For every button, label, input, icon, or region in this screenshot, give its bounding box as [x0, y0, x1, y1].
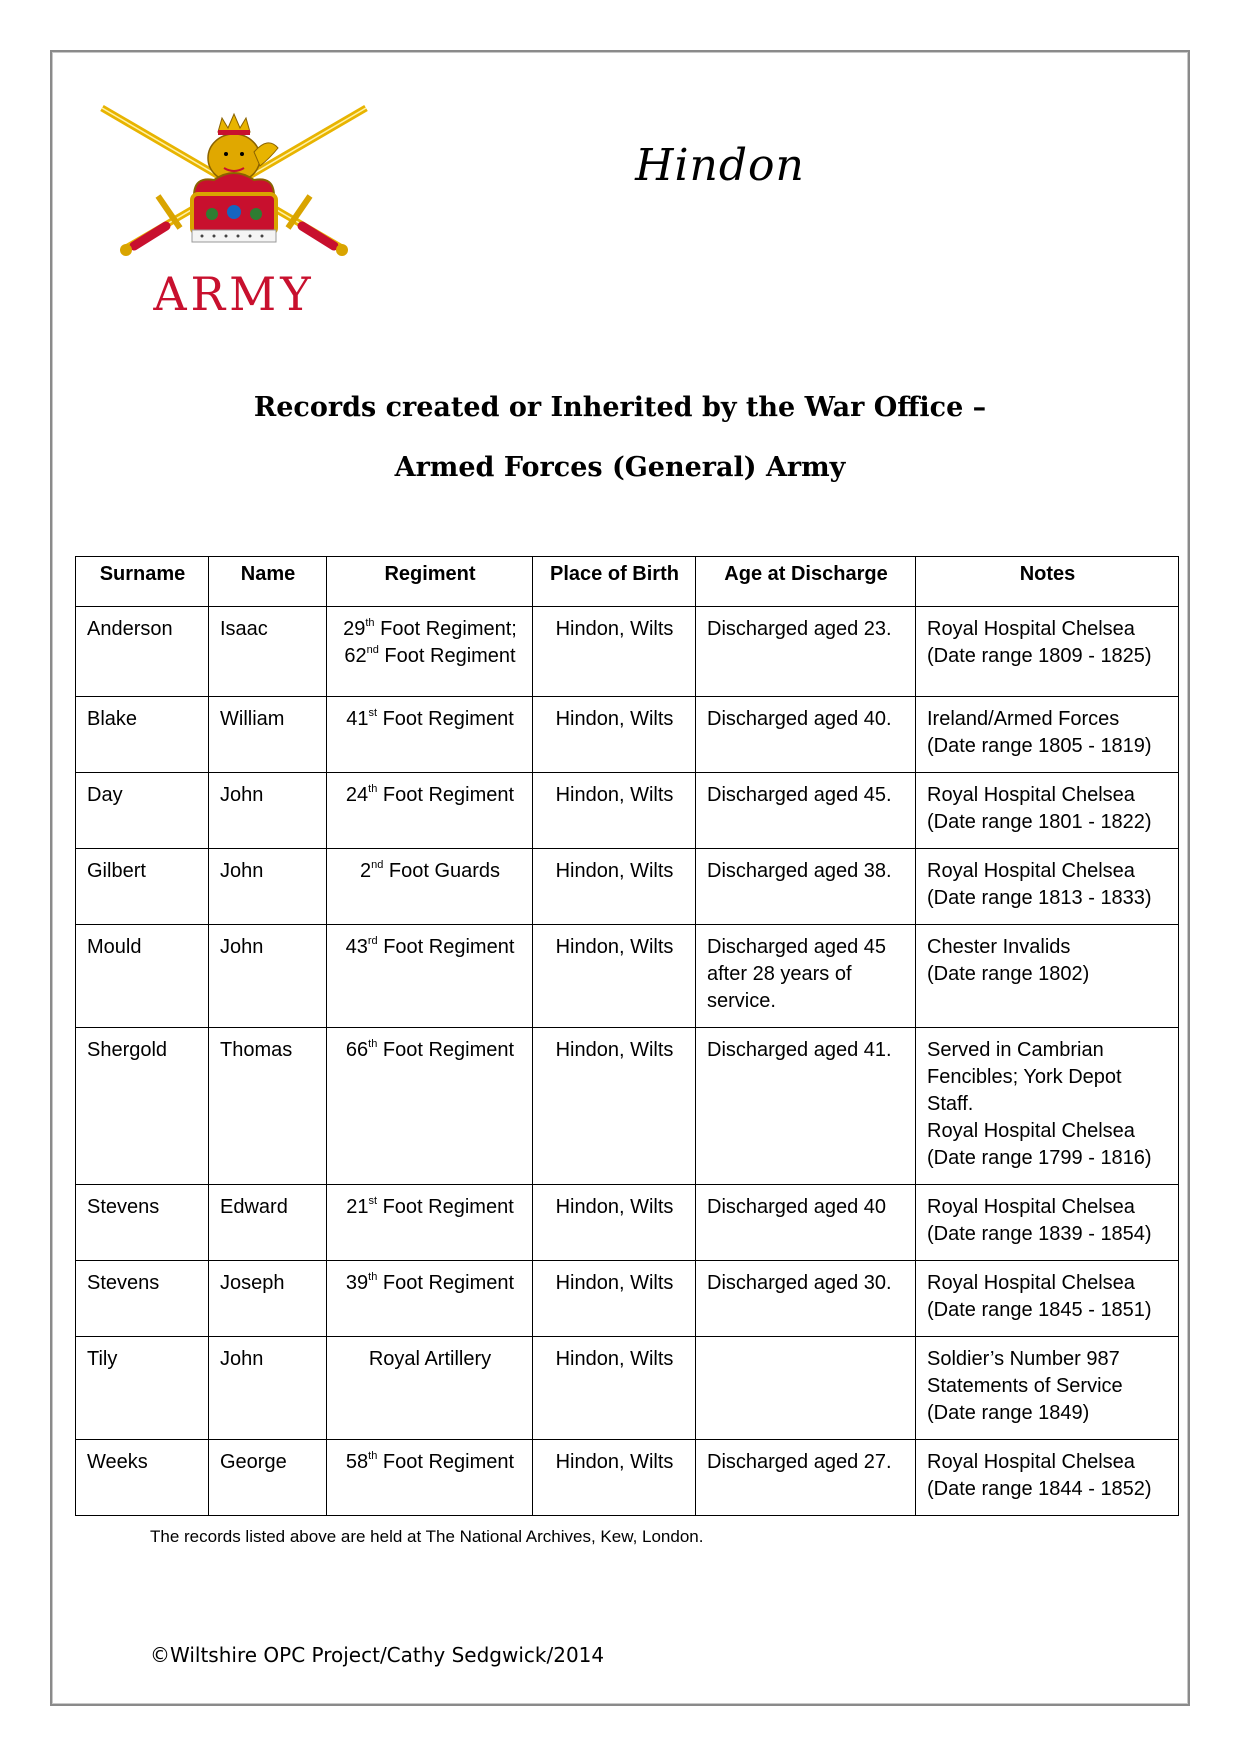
name-cell: [209, 1028, 327, 1185]
place-of-birth-cell: [533, 773, 696, 849]
column-header-name: Name: [209, 557, 327, 607]
regiment-sup: st: [368, 1195, 378, 1208]
regiment-rest: Foot Regiment: [377, 1039, 515, 1061]
surname-text: Anderson: [87, 618, 173, 640]
regiment-cell: [327, 849, 533, 925]
notes-line: Royal Hospital Chelsea: [927, 1272, 1135, 1294]
column-header-regiment: Regiment: [327, 557, 533, 607]
age-at-discharge-cell: [696, 607, 916, 697]
table-row: [76, 925, 1179, 1028]
army-logo: [92, 100, 376, 345]
place-of-birth-cell: [533, 697, 696, 773]
records-table: [75, 556, 1179, 1516]
regiment-line: [338, 643, 522, 670]
notes-line: Royal Hospital Chelsea: [927, 784, 1135, 806]
army-logo-text: ARMY: [153, 267, 315, 321]
age-at-discharge-cell: [696, 1028, 916, 1185]
regiment-line: [338, 782, 522, 809]
age-line: Discharged aged 30.: [707, 1272, 892, 1294]
regiment-num: 66: [345, 1039, 369, 1061]
table-row: [76, 1028, 1179, 1185]
surname-text: Day: [87, 784, 123, 806]
column-header-age-at-discharge: Age at Discharge: [696, 557, 916, 607]
surname-cell: [76, 1185, 209, 1261]
place-of-birth-text: Hindon, Wilts: [555, 936, 674, 958]
notes-line: (Date range 1799 - 1816): [927, 1147, 1152, 1169]
notes-line: Staff.: [927, 1093, 974, 1115]
place-of-birth-text: Hindon, Wilts: [555, 618, 674, 640]
age-at-discharge-cell: [696, 1185, 916, 1261]
table-row: [76, 1185, 1179, 1261]
name-cell: [209, 1185, 327, 1261]
regiment-num: 39: [345, 1272, 369, 1294]
surname-cell: [76, 1337, 209, 1440]
name-cell: [209, 697, 327, 773]
place-of-birth-cell: [533, 1261, 696, 1337]
notes-line: Royal Hospital Chelsea: [927, 860, 1135, 882]
regiment-sup: nd: [366, 644, 379, 657]
surname-cell: [76, 925, 209, 1028]
name-cell: [209, 1337, 327, 1440]
surname-text: Blake: [87, 708, 138, 730]
heading-line-2: Armed Forces (General) Army: [394, 452, 846, 483]
name-text: Edward: [220, 1196, 288, 1218]
regiment-cell: [327, 1337, 533, 1440]
notes-cell: [916, 607, 1179, 697]
age-line: Discharged aged 23.: [707, 618, 892, 640]
name-text: John: [220, 860, 264, 882]
table-row: [76, 1261, 1179, 1337]
regiment-cell: [327, 1028, 533, 1185]
regiment-line: [338, 1270, 522, 1297]
table-row: [76, 773, 1179, 849]
army-crest-icon: [92, 100, 376, 345]
notes-line: Royal Hospital Chelsea: [927, 1196, 1135, 1218]
notes-cell: [916, 1337, 1179, 1440]
copyright-notice: ©Wiltshire OPC Project/Cathy Sedgwick/2014: [150, 1643, 605, 1667]
age-at-discharge-cell: [696, 773, 916, 849]
notes-line: (Date range 1813 - 1833): [927, 887, 1152, 909]
notes-line: Royal Hospital Chelsea: [927, 1451, 1135, 1473]
age-at-discharge-cell: [696, 697, 916, 773]
notes-cell: [916, 1440, 1179, 1516]
place-of-birth-text: Hindon, Wilts: [555, 708, 674, 730]
age-line: service.: [707, 990, 776, 1012]
regiment-rest: Foot Regiment: [378, 645, 516, 667]
name-cell: [209, 849, 327, 925]
regiment-line: [338, 858, 522, 885]
surname-text: Stevens: [87, 1272, 160, 1294]
regiment-rest: Foot Guards: [383, 860, 501, 882]
age-at-discharge-cell: [696, 1261, 916, 1337]
regiment-num: 29: [343, 618, 366, 640]
notes-cell: [916, 1028, 1179, 1185]
notes-cell: [916, 1185, 1179, 1261]
age-line: Discharged aged 45: [707, 936, 887, 958]
surname-text: Weeks: [87, 1451, 148, 1473]
name-cell: [209, 925, 327, 1028]
name-text: Isaac: [220, 618, 268, 640]
name-text: John: [220, 784, 264, 806]
column-header-place-of-birth: Place of Birth: [533, 557, 696, 607]
surname-text: Mould: [87, 936, 142, 958]
surname-text: Tily: [87, 1348, 118, 1370]
notes-cell: [916, 697, 1179, 773]
regiment-rest: Foot Regiment: [377, 936, 515, 958]
regiment-cell: [327, 697, 533, 773]
surname-cell: [76, 773, 209, 849]
notes-line: (Date range 1839 - 1854): [927, 1223, 1152, 1245]
age-line: Discharged aged 40: [707, 1196, 887, 1218]
age-at-discharge-cell: [696, 849, 916, 925]
regiment-num: 24: [345, 784, 369, 806]
table-header-row: [76, 557, 1179, 607]
surname-cell: [76, 1028, 209, 1185]
name-text: Thomas: [220, 1039, 293, 1061]
surname-text: Gilbert: [87, 860, 146, 882]
place-of-birth-cell: [533, 849, 696, 925]
regiment-sup: th: [365, 617, 375, 630]
notes-line: Statements of Service: [927, 1375, 1123, 1397]
regiment-sup: th: [368, 1271, 378, 1284]
notes-line: Fencibles; York Depot: [927, 1066, 1122, 1088]
regiment-sup: rd: [367, 935, 378, 948]
regiment-cell: [327, 607, 533, 697]
surname-cell: [76, 849, 209, 925]
place-of-birth-cell: [533, 1440, 696, 1516]
notes-cell: [916, 849, 1179, 925]
regiment-rest: Foot Regiment: [377, 1196, 514, 1218]
regiment-rest: Royal Artillery: [368, 1348, 492, 1370]
regiment-line: [338, 616, 522, 643]
notes-line: Ireland/Armed Forces: [927, 708, 1120, 730]
regiment-cell: [327, 1261, 533, 1337]
notes-line: Served in Cambrian: [927, 1039, 1104, 1061]
notes-line: (Date range 1849): [927, 1402, 1090, 1424]
table-row: [76, 849, 1179, 925]
place-of-birth-text: Hindon, Wilts: [555, 1196, 674, 1218]
place-of-birth-text: Hindon, Wilts: [555, 1039, 674, 1061]
notes-cell: [916, 773, 1179, 849]
regiment-line: [338, 1449, 522, 1476]
regiment-rest: Foot Regiment: [377, 1272, 515, 1294]
name-text: William: [220, 708, 285, 730]
regiment-cell: [327, 925, 533, 1028]
name-text: Joseph: [220, 1272, 285, 1294]
notes-cell: [916, 1261, 1179, 1337]
place-of-birth-text: Hindon, Wilts: [555, 1272, 674, 1294]
name-cell: [209, 1440, 327, 1516]
notes-line: (Date range 1801 - 1822): [927, 811, 1152, 833]
column-header-notes: Notes: [916, 557, 1179, 607]
place-of-birth-text: Hindon, Wilts: [555, 860, 674, 882]
place-of-birth-cell: [533, 1028, 696, 1185]
surname-cell: [76, 697, 209, 773]
name-cell: [209, 773, 327, 849]
regiment-rest: Foot Regiment: [377, 784, 515, 806]
regiment-num: 2: [359, 860, 372, 882]
regiment-cell: [327, 1185, 533, 1261]
regiment-line: [338, 934, 522, 961]
regiment-num: 58: [345, 1451, 369, 1473]
regiment-line: [338, 706, 522, 733]
place-of-birth-text: Hindon, Wilts: [555, 784, 674, 806]
place-of-birth-cell: [533, 1337, 696, 1440]
place-of-birth-cell: [533, 607, 696, 697]
notes-line: Chester Invalids: [927, 936, 1071, 958]
regiment-sup: th: [368, 783, 378, 796]
notes-line: Royal Hospital Chelsea: [927, 1120, 1135, 1142]
place-of-birth-cell: [533, 925, 696, 1028]
notes-cell: [916, 925, 1179, 1028]
regiment-line: [338, 1037, 522, 1064]
age-line: Discharged aged 38.: [707, 860, 892, 882]
surname-cell: [76, 607, 209, 697]
regiment-num: 62: [344, 645, 367, 667]
table-row: [76, 1337, 1179, 1440]
table-row: [76, 607, 1179, 697]
notes-line: (Date range 1802): [927, 963, 1090, 985]
page-title: Hindon: [635, 140, 805, 191]
regiment-sup: st: [368, 707, 378, 720]
regiment-rest: Foot Regiment: [377, 708, 514, 730]
notes-line: (Date range 1844 - 1852): [927, 1478, 1152, 1500]
table-row: [76, 697, 1179, 773]
heading-line-1: Records created or Inherited by the War Office –: [253, 392, 987, 423]
column-header-surname: Surname: [76, 557, 209, 607]
regiment-line: [338, 1194, 522, 1221]
surname-cell: [76, 1261, 209, 1337]
regiment-line: [338, 1346, 522, 1373]
place-of-birth-text: Hindon, Wilts: [555, 1348, 674, 1370]
regiment-cell: [327, 1440, 533, 1516]
table-row: [76, 1440, 1179, 1516]
notes-line: Royal Hospital Chelsea: [927, 618, 1135, 640]
regiment-cell: [327, 773, 533, 849]
records-table-body: [76, 607, 1179, 1516]
name-cell: [209, 607, 327, 697]
name-text: John: [220, 936, 264, 958]
regiment-sup: nd: [371, 859, 384, 872]
regiment-rest: Foot Regiment: [377, 1451, 515, 1473]
age-at-discharge-cell: [696, 925, 916, 1028]
notes-line: Soldier’s Number 987: [927, 1348, 1120, 1370]
surname-cell: [76, 1440, 209, 1516]
place-of-birth-text: Hindon, Wilts: [555, 1451, 674, 1473]
name-text: George: [220, 1451, 287, 1473]
age-line: Discharged aged 45.: [707, 784, 892, 806]
age-at-discharge-cell: [696, 1337, 916, 1440]
age-at-discharge-cell: [696, 1440, 916, 1516]
regiment-rest: Foot Regiment;: [374, 618, 517, 640]
notes-line: (Date range 1845 - 1851): [927, 1299, 1152, 1321]
regiment-num: 41: [346, 708, 369, 730]
age-line: after 28 years of: [707, 963, 852, 985]
notes-line: (Date range 1809 - 1825): [927, 645, 1152, 667]
name-cell: [209, 1261, 327, 1337]
regiment-num: 43: [345, 936, 368, 958]
surname-text: Stevens: [87, 1196, 160, 1218]
archive-footnote: The records listed above are held at The National Archives, Kew, London.: [150, 1527, 704, 1546]
place-of-birth-cell: [533, 1185, 696, 1261]
regiment-sup: th: [368, 1038, 378, 1051]
regiment-sup: th: [368, 1450, 378, 1463]
age-line: Discharged aged 27.: [707, 1451, 892, 1473]
name-text: John: [220, 1348, 264, 1370]
age-line: Discharged aged 40.: [707, 708, 892, 730]
regiment-num: 21: [346, 1196, 369, 1218]
surname-text: Shergold: [87, 1039, 168, 1061]
age-line: Discharged aged 41.: [707, 1039, 892, 1061]
notes-line: (Date range 1805 - 1819): [927, 735, 1152, 757]
